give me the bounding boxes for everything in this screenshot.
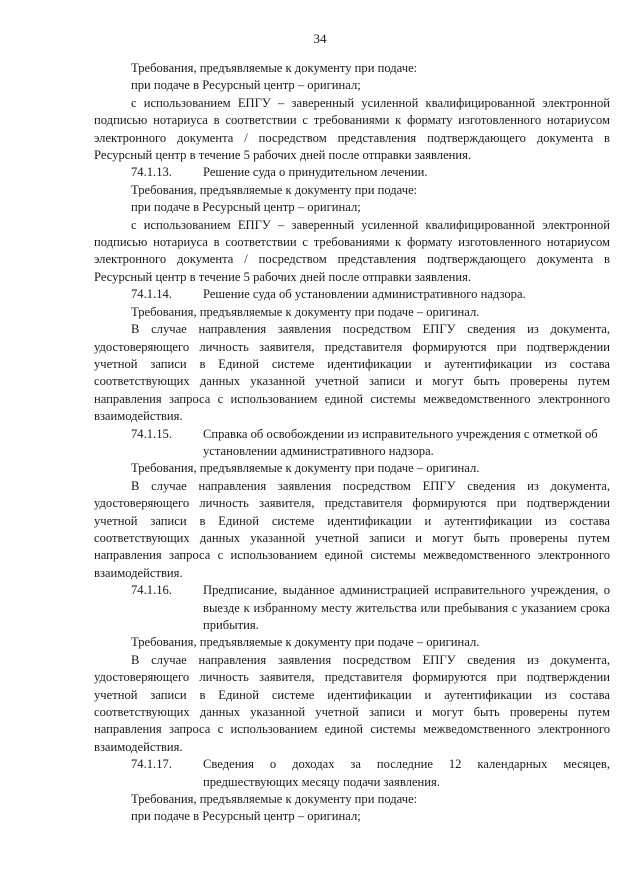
epgu-identity-paragraph: В случае направления заявления посредством ЕПГУ сведения из документа, удостоверяющего личность заявителя, представителя формируются при подтверждении учетной записи в Единой системе идентификации и аутентификации из состава соответствующих данных указанной учетной записи и могут быть проверены путем направления запроса с использованием единой системы межведомственного электронного взаимодействия.	[94, 652, 610, 754]
submission-option-paragraph: при подаче в Ресурсный центр – оригинал;	[131, 809, 361, 824]
section-item-74-1-17	[94, 756, 610, 791]
section-number: 74.1.16.	[131, 583, 172, 598]
requirements-paragraph: Требования, предъявляемые к документу при подаче:	[131, 182, 418, 197]
section-title: Справка об освобождении из исправительного учреждения с отметкой об установлении административного надзора.	[203, 426, 598, 458]
section-title: Решение суда о принудительном лечении.	[203, 165, 428, 180]
section-item-74-1-15	[94, 426, 610, 461]
section-title: Решение суда об установлении административного надзора.	[203, 287, 526, 302]
section-item-74-1-16	[94, 582, 610, 634]
section-number: 74.1.14.	[131, 287, 172, 302]
epgu-paragraph: с использованием ЕПГУ – заверенный усиленной квалифицированной электронной подписью нотариуса в соответствии с требованиями к формату изготовленного нотариусом электронного документа / посредством представления подтверждающего документа в Ресурсный центр в течение 5 рабочих дней после отправки заявления.	[94, 95, 610, 163]
requirements-paragraph: Требования, предъявляемые к документу при подаче:	[131, 792, 418, 807]
section-title: Сведения о доходах за последние 12 календарных месяцев, предшествующих месяцу подачи заявления.	[203, 757, 610, 789]
epgu-identity-paragraph: В случае направления заявления посредством ЕПГУ сведения из документа, удостоверяющего личность заявителя, представителя формируются при подтверждении учетной записи в Единой системе идентификации и аутентификации из состава соответствующих данных указанной учетной записи и могут быть проверены путем направления запроса с использованием единой системы межведомственного электронного взаимодействия.	[94, 478, 610, 580]
section-number: 74.1.17.	[131, 757, 172, 772]
requirements-paragraph: Требования, предъявляемые к документу при подаче:	[131, 61, 418, 75]
section-title: Предписание, выданное администрацией исправительного учреждения, о выезде к избранному месту жительства или пребывания с указанием срока прибытия.	[203, 583, 610, 632]
page-number: 34	[313, 31, 327, 46]
section-number: 74.1.13.	[131, 165, 172, 180]
section-item-74-1-13	[94, 164, 610, 181]
submission-option-paragraph: при подаче в Ресурсный центр – оригинал;	[131, 200, 361, 215]
requirements-paragraph: Требования, предъявляемые к документу при подаче – оригинал.	[131, 635, 480, 650]
document-body	[94, 60, 610, 826]
epgu-identity-paragraph: В случае направления заявления посредством ЕПГУ сведения из документа, удостоверяющего личность заявителя, представителя формируются при подтверждении учетной записи в Единой системе идентификации и аутентификации из состава соответствующих данных указанной учетной записи и могут быть проверены путем направления запроса с использованием единой системы межведомственного электронного взаимодействия.	[94, 322, 610, 424]
submission-option-paragraph: при подаче в Ресурсный центр – оригинал;	[131, 78, 361, 93]
requirements-paragraph: Требования, предъявляемые к документу при подаче – оригинал.	[131, 461, 480, 476]
requirements-paragraph: Требования, предъявляемые к документу при подаче – оригинал.	[131, 304, 480, 319]
section-item-74-1-14	[94, 286, 610, 303]
section-number: 74.1.15.	[131, 426, 172, 441]
epgu-paragraph: с использованием ЕПГУ – заверенный усиленной квалифицированной электронной подписью нотариуса в соответствии с требованиями к формату изготовленного нотариусом электронного документа / посредством представления подтверждающего документа в Ресурсный центр в течение 5 рабочих дней после отправки заявления.	[94, 217, 610, 284]
